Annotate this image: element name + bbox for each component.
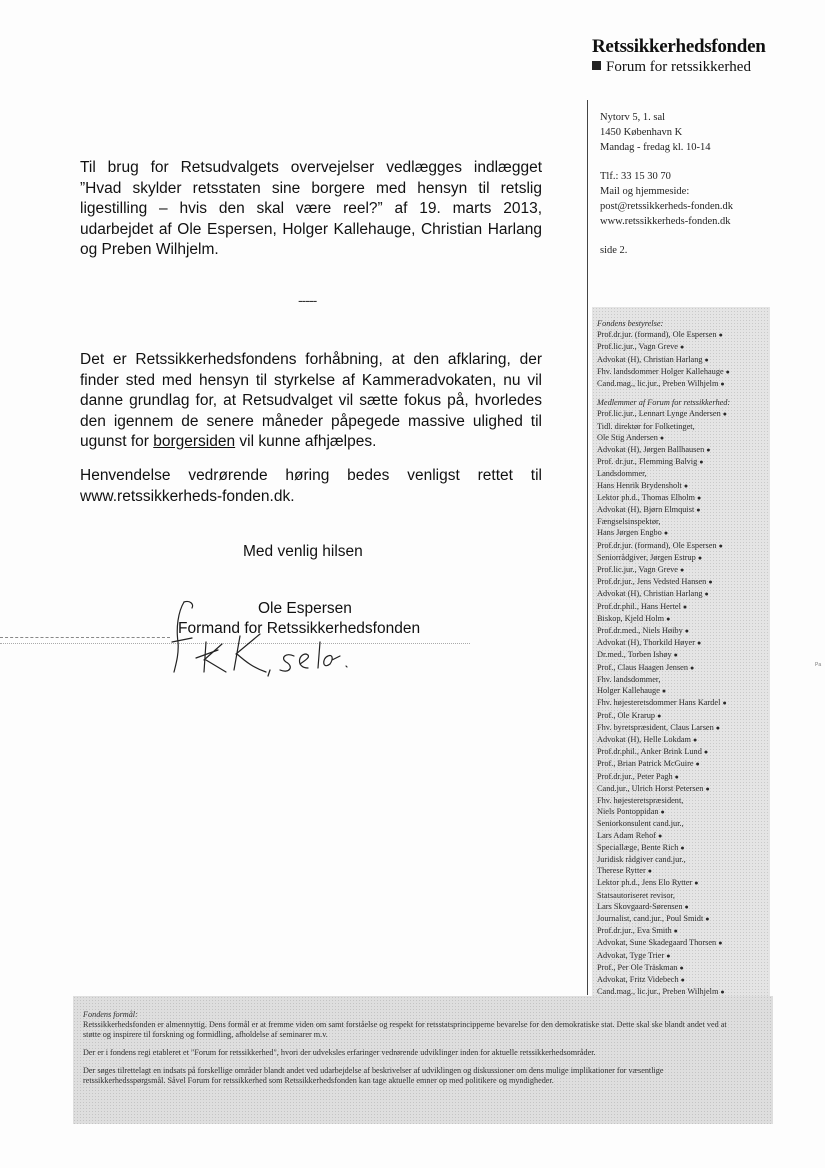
- forum-member: Statsautoriseret revisor,: [597, 890, 676, 900]
- hope-paragraph: [80, 350, 542, 453]
- contact-email: post@retssikkerheds-fonden.dk: [600, 201, 734, 212]
- forum-member: Speciallæge, Bente Rich ●: [597, 842, 685, 852]
- forum-member: Prof.lic.jur., Lennart Lynge Andersen ●: [597, 409, 727, 419]
- handwritten-signature: [170, 598, 360, 678]
- forum-member: Advokat (H), Jørgen Ballhausen ●: [597, 445, 711, 455]
- intro-paragraph: Til brug for Retsudvalgets overvejelser vedlægges indlægget ”Hvad skylder retsstaten sine borgere med hensyn til retslig ligestilling – hvis den skal være reel?” af 19. marts 2013, udarbejdet af Ole Espersen, Holger Kallehauge, Christian Harlang og Preben Wilhjelm.: [80, 159, 542, 258]
- org-subtitle-text: Forum for retssikkerhed: [606, 59, 751, 75]
- contact-phone: Tlf.: 33 15 30 70: [600, 171, 671, 182]
- forum-member: Seniorkonsulent cand.jur.,: [597, 819, 684, 829]
- hope-text-end: vil kunne afhjælpes.: [235, 433, 377, 450]
- square-bullet-icon: [592, 61, 601, 70]
- purpose-paragraph-1: Retssikkerhedsfonden er almennyttig. Dens formål er at fremme viden om samt forståelse og respekt for retsstatsprincipperne bevarelse for den demokratiske stat. Dette skal ske blandt andet ved at støtte og inspirere til forskning og formidling, afholdelse af seminarer m.v.: [83, 1020, 727, 1039]
- forum-member: Fængselsinspektør,: [597, 517, 661, 527]
- forum-member: Prof.dr.med., Niels Høiby ●: [597, 626, 689, 636]
- board-member: Prof.lic.jur., Vagn Greve ●: [597, 342, 685, 352]
- board-member: Fhv. landsdommer Holger Kallehauge ●: [597, 366, 730, 376]
- contact-city: 1450 København K: [600, 127, 683, 138]
- scan-dotted-line: [0, 637, 170, 638]
- forum-member: Prof.dr.phil., Hans Hertel ●: [597, 601, 688, 611]
- forum-member: Advokat, Sune Skadegaard Thorsen ●: [597, 938, 723, 948]
- forum-member: Advokat (H), Helle Lokdam ●: [597, 734, 698, 744]
- forum-member: Lars Skovgaard-Sørensen ●: [597, 901, 689, 911]
- borgersiden-underlined: borgersiden: [153, 433, 236, 450]
- vertical-divider: [587, 100, 588, 995]
- forum-member: Prof. dr.jur., Flemming Balvig ●: [597, 457, 704, 467]
- forum-member: Prof.dr.phil., Anker Brink Lund ●: [597, 747, 709, 757]
- forum-member: Journalist, cand.jur., Poul Smidt ●: [597, 913, 710, 923]
- forum-member: Seniorrådgiver, Jørgen Estrup ●: [597, 552, 703, 562]
- forum-member: Niels Pontoppidan ●: [597, 807, 665, 817]
- signer-name: Ole Espersen: [258, 600, 352, 617]
- forum-member: Prof.dr.jur., Eva Smith ●: [597, 926, 678, 936]
- forum-member: Advokat, Tyge Trier ●: [597, 950, 671, 960]
- purpose-paragraph-3: Der søges tilrettelagt en indsats på forskellige områder blandt andet ved udarbejdelse af beskrivelser af udviklingen og diskussioner om dens mulige implikationer for væsentlige retssikkerhedsspørgsmål. Såvel Forum for retssikkerhed som Retssikkerhedsfonden kan tage aktuelle emner op med politikere og myndigheder.: [83, 1066, 664, 1085]
- board-list: [597, 318, 772, 1022]
- forum-member: Tidl. direktør for Folketinget,: [597, 421, 695, 431]
- forum-member: Prof., Per Ole Träskman ●: [597, 962, 684, 972]
- edge-mark: Pa: [815, 662, 822, 668]
- forum-member: Dr.med., Torben Ishøy ●: [597, 650, 678, 660]
- forum-member: Biskop, Kjeld Holm ●: [597, 613, 671, 623]
- closing-greeting: Med venlig hilsen: [243, 543, 363, 560]
- forum-member: Ole Stig Andersen ●: [597, 432, 665, 442]
- forum-member: Cand.mag., lic.jur., Preben Wilhjelm ●: [597, 987, 725, 997]
- forum-member: Prof., Claus Haagen Jensen ●: [597, 662, 695, 672]
- forum-member: Prof., Brian Patrick McGuire ●: [597, 759, 700, 769]
- forum-member: Lektor ph.d., Thomas Elholm ●: [597, 492, 702, 502]
- purpose-heading: Fondens formål:: [83, 1010, 138, 1019]
- board-member: Advokat (H), Christian Harlang ●: [597, 354, 709, 364]
- forum-member: Prof.lic.jur., Vagn Greve ●: [597, 565, 685, 575]
- forum-member: Holger Kallehauge ●: [597, 686, 667, 696]
- forum-member: Fhv. højesteretsdommer Hans Kardel ●: [597, 698, 727, 708]
- forum-member: Fhv. byretspræsident, Claus Larsen ●: [597, 722, 720, 732]
- forum-member: Juridisk rådgiver cand.jur.,: [597, 854, 686, 864]
- forum-heading: Medlemmer af Forum for retssikkerhed:: [597, 398, 731, 408]
- board-member: Prof.dr.jur. (formand), Ole Espersen ●: [597, 330, 723, 340]
- contact-block: [600, 110, 733, 258]
- forum-member: Advokat, Fritz Videbech ●: [597, 974, 685, 984]
- forum-member: Fhv. landsdommer,: [597, 674, 661, 684]
- contact-hours: Mandag - fredag kl. 10-14: [600, 142, 711, 153]
- contact-mail-label: Mail og hjemmeside:: [600, 186, 690, 197]
- board-member: Cand.mag., lic.jur., Preben Wilhjelm ●: [597, 379, 725, 389]
- forum-member: Therese Rytter ●: [597, 866, 652, 876]
- forum-member: Lektor ph.d., Jens Elo Rytter ●: [597, 878, 699, 888]
- forum-member: Prof., Ole Krarup ●: [597, 710, 662, 720]
- board-heading: Fondens bestyrelse:: [597, 319, 664, 328]
- purpose-text: [83, 1010, 743, 1094]
- forum-member: Prof.dr.jur., Jens Vedsted Hansen ●: [597, 577, 713, 587]
- page-number: side 2.: [600, 245, 628, 256]
- forum-member: Hans Henrik Brydensholt ●: [597, 480, 689, 490]
- signer-role: Formand for Retssikkerhedsfonden: [178, 620, 421, 637]
- forum-member: Fhv. højesteretspræsident,: [597, 795, 684, 805]
- forum-member: Advokat (H), Thorkild Høyer ●: [597, 638, 702, 648]
- contact-web: www.retssikkerheds-fonden.dk: [600, 216, 731, 227]
- contact-street: Nytorv 5, 1. sal: [600, 112, 666, 123]
- section-separator: -----: [298, 292, 317, 308]
- forum-member: Landsdommer,: [597, 469, 647, 479]
- forum-member: Lars Adam Rehof ●: [597, 830, 663, 840]
- org-name: Retssikkerhedsfonden: [592, 36, 766, 57]
- forum-member: Advokat (H), Christian Harlang ●: [597, 589, 709, 599]
- forum-member: Cand.jur., Ulrich Horst Petersen ●: [597, 783, 710, 793]
- hope-text-start: Det er Retssikkerhedsfondens forhåbning, at den afklaring, der finder sted med hensyn til styrkelse af Kammeradvokaten, nu vil danne grundlag for, at Retsudvalget vil sætte fokus på, hvorledes den igennem de senere måneder påpegede massive ulighed til ugunst for: [80, 351, 542, 450]
- org-subtitle: [592, 59, 751, 76]
- forum-member: Advokat (H), Bjørn Elmquist ●: [597, 505, 701, 515]
- purpose-paragraph-2: Der er i fondens regi etableret et "Forum for retssikkerhed", hvori der udveksles erfaringer vedrørende udviklinger inden for aktuelle retssikkerhedsområder.: [83, 1048, 596, 1057]
- forum-member: Prof.dr.jur. (formand), Ole Espersen ●: [597, 540, 723, 550]
- contact-paragraph: Henvendelse vedrørende høring bedes venligst rettet til www.retssikkerheds-fonden.dk.: [80, 467, 542, 505]
- forum-member: Prof.dr.jur., Peter Pagh ●: [597, 771, 679, 781]
- forum-member: Hans Jørgen Engbo ●: [597, 528, 669, 538]
